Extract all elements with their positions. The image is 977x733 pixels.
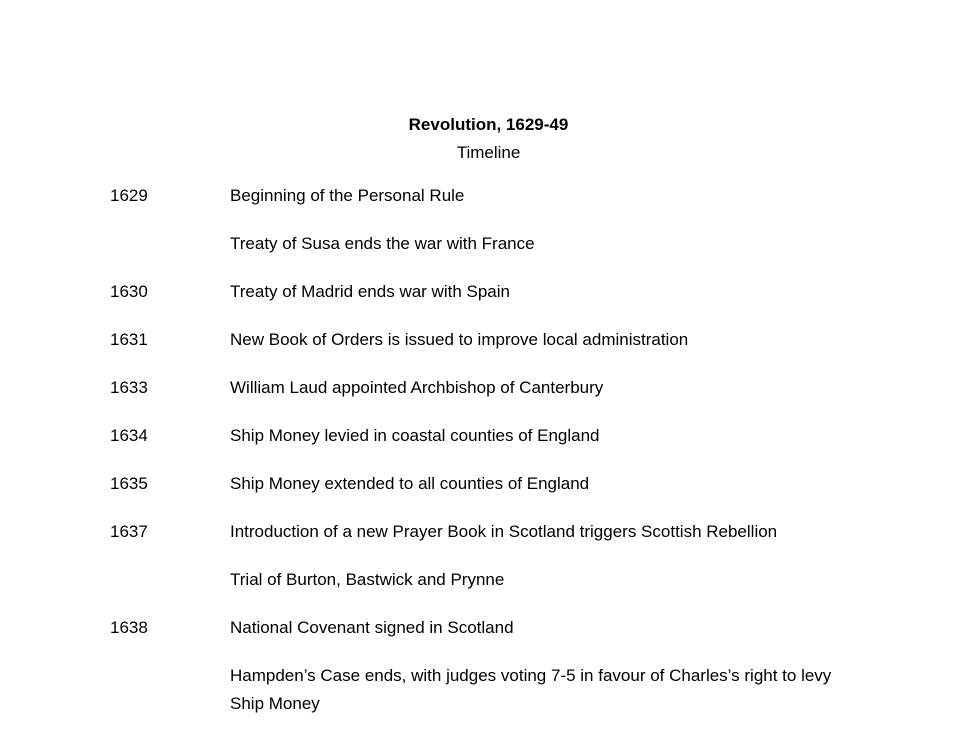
- timeline-row: [0, 470, 977, 498]
- timeline-row: [0, 374, 977, 402]
- timeline-year: 1630: [110, 282, 148, 301]
- timeline-year: 1637: [110, 522, 148, 541]
- timeline-row: [0, 326, 977, 354]
- timeline-event: Beginning of the Personal Rule: [230, 186, 465, 205]
- timeline-event: Trial of Burton, Bastwick and Prynne: [230, 570, 505, 589]
- timeline-row: [0, 566, 977, 594]
- timeline-row: [0, 422, 977, 450]
- timeline-year: 1633: [110, 378, 148, 397]
- timeline-event: Treaty of Susa ends the war with France: [230, 234, 535, 253]
- timeline-year: [110, 566, 230, 594]
- timeline-year: [110, 230, 230, 258]
- timeline-row: [0, 518, 977, 546]
- timeline-row: [0, 278, 977, 306]
- timeline-event: William Laud appointed Archbishop of Canterbury: [230, 378, 604, 397]
- timeline: [0, 182, 977, 718]
- timeline-year: 1634: [110, 426, 148, 445]
- timeline-year: 1638: [110, 618, 148, 637]
- timeline-year: 1635: [110, 474, 148, 493]
- timeline-event: Treaty of Madrid ends war with Spain: [230, 282, 510, 301]
- timeline-row: [0, 182, 977, 210]
- timeline-event: National Covenant signed in Scotland: [230, 618, 514, 637]
- timeline-event: Hampden’s Case ends, with judges voting 7-5 in favour of Charles’s right to levy Ship Money: [230, 666, 832, 713]
- timeline-event: New Book of Orders is issued to improve local administration: [230, 330, 689, 349]
- timeline-event: Ship Money extended to all counties of England: [230, 474, 590, 493]
- timeline-row: [0, 614, 977, 642]
- timeline-year: 1629: [110, 186, 148, 205]
- timeline-event: Ship Money levied in coastal counties of England: [230, 426, 600, 445]
- timeline-year: [110, 662, 230, 718]
- timeline-year: 1631: [110, 330, 148, 349]
- document-header: [0, 0, 977, 167]
- page-subtitle: Timeline: [456, 143, 521, 162]
- timeline-event: Introduction of a new Prayer Book in Scotland triggers Scottish Rebellion: [230, 522, 778, 541]
- timeline-row: [0, 662, 977, 718]
- timeline-row: [0, 230, 977, 258]
- page-title: Revolution, 1629-49: [408, 115, 569, 134]
